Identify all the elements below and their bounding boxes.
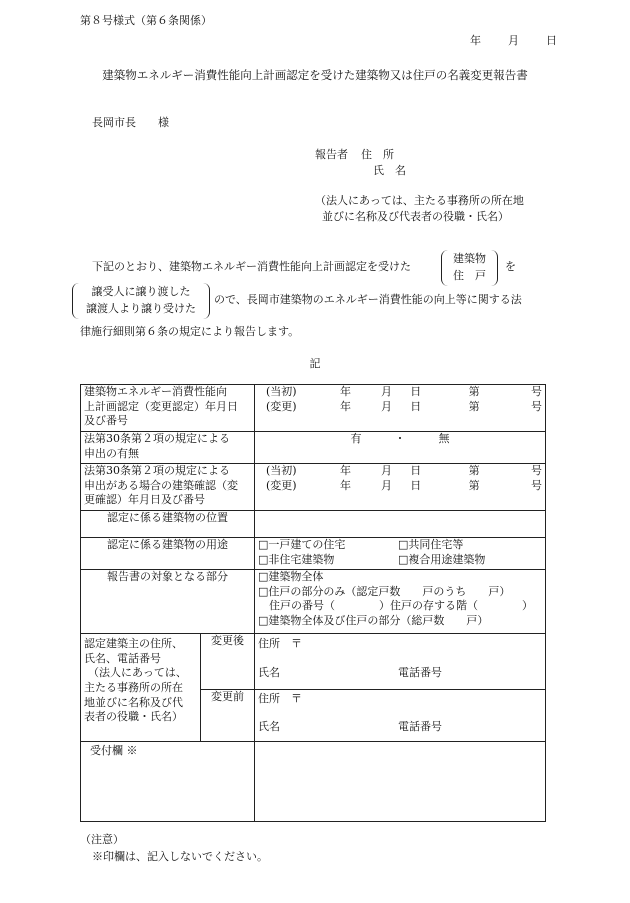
checkbox-apartment[interactable]: □共同住宅等 — [398, 538, 464, 551]
confirmation-date-value[interactable] — [255, 464, 546, 511]
row-cert-date — [81, 385, 546, 432]
cert-date-initial — [258, 385, 542, 400]
date-y: 年 — [340, 399, 352, 413]
row-reception — [81, 742, 546, 822]
date-go: 号 — [531, 478, 543, 492]
date-go: 号 — [531, 399, 543, 413]
confirmation-label-1: 法第30条第２項の規定による — [84, 464, 230, 477]
row-target-part — [81, 570, 546, 634]
date-m: 月 — [380, 478, 392, 492]
row-location — [81, 511, 546, 538]
bracket2-opt2: 譲渡人より譲り受けた — [86, 302, 196, 315]
use-options — [255, 538, 546, 570]
date-no: 第 — [468, 478, 480, 492]
checkbox-mixed-use[interactable]: □複合用途建築物 — [398, 552, 486, 566]
date-month: 月 — [508, 34, 519, 47]
bracket1-opt2: 住 戸 — [453, 269, 486, 282]
date-go: 号 — [531, 464, 543, 477]
ki-heading: 記 — [309, 357, 321, 370]
reception-label-text: 受付欄 ※ — [90, 744, 138, 757]
cert-date-value[interactable] — [255, 385, 546, 432]
date-kind: (変更) — [266, 399, 297, 413]
date-year: 年 — [470, 34, 481, 47]
cert-date-change — [258, 400, 542, 415]
confirmation-initial — [258, 464, 542, 479]
bracket-transfer — [72, 283, 210, 319]
application-label-2: 申出の有無 — [84, 446, 139, 460]
notes-heading: （注意） — [80, 833, 124, 846]
checkbox-non-residential[interactable]: □非住宅建築物 — [258, 552, 335, 566]
application-label — [81, 432, 255, 464]
cert-date-label-3: 及び番号 — [84, 414, 128, 428]
report-form-table — [80, 384, 546, 822]
date-d: 日 — [410, 399, 422, 413]
bracket1-opt1: 建築物 — [453, 252, 486, 265]
date-m: 月 — [380, 464, 392, 477]
unit-number-line: 住戸の番号（ ）住戸の存する階（ ） — [258, 599, 533, 613]
date-y: 年 — [340, 385, 352, 398]
before-label: 変更前 — [201, 690, 255, 742]
date-go: 号 — [531, 385, 543, 398]
reporter-note-2: 並びに名称及び代表者の役職・氏名） — [322, 210, 509, 223]
body-line2: ので、長岡市建築物のエネルギー消費性能の向上等に関する法 — [214, 293, 522, 306]
application-yes-no[interactable]: 有 ・ 無 — [255, 432, 546, 464]
checkbox-whole-and-units[interactable]: □建築物全体及び住戸の部分（総戸数 戸） — [258, 613, 489, 627]
page-title: 建築物エネルギー消費性能向上計画認定を受けた建築物又は住戸の名義変更報告書 — [102, 68, 528, 82]
date-d: 日 — [410, 478, 422, 492]
reporter-address-label: 住 所 — [361, 148, 394, 161]
after-label: 変更後 — [201, 634, 255, 690]
after-address-label: 住所 〒 — [258, 637, 302, 650]
date-no: 第 — [468, 464, 480, 477]
body-line3: 律施行細則第６条の規定により報告します。 — [80, 325, 300, 338]
notes-line1: ※印欄は、記入しないでください。 — [92, 850, 268, 863]
row-application — [81, 432, 546, 464]
after-tel-label: 電話番号 — [398, 665, 442, 679]
confirmation-label — [81, 464, 255, 511]
owner-label-5: 地並びに名称及び代 — [84, 695, 183, 709]
cert-date-label-1: 建築物エネルギー消費性能向 — [84, 385, 227, 398]
date-kind: (当初) — [266, 385, 297, 398]
reporter-label: 報告者 — [315, 148, 348, 161]
owner-label — [81, 634, 201, 742]
before-tel-label: 電話番号 — [398, 719, 442, 733]
date-d: 日 — [410, 385, 422, 398]
reporter-note-1: （法人にあっては、主たる事務所の所在地 — [315, 194, 524, 207]
confirmation-label-3: 更確認）年月日及び番号 — [84, 493, 205, 507]
bracket-building-unit — [441, 250, 498, 286]
before-address-label: 住所 〒 — [258, 692, 302, 705]
checkbox-detached-house[interactable]: □一戸建ての住宅 — [258, 538, 346, 551]
target-part-label: 報告書の対象となる部分 — [81, 570, 255, 634]
confirmation-change — [258, 479, 542, 494]
checkbox-units-only[interactable]: □住戸の部分のみ（認定戸数 戸のうち 戸） — [258, 584, 511, 598]
form-number: 第８号様式（第６条関係） — [80, 14, 212, 27]
location-value[interactable] — [255, 511, 546, 538]
owner-before-value[interactable] — [255, 690, 546, 742]
after-name-label: 氏名 — [258, 665, 280, 679]
application-label-1: 法第30条第２項の規定による — [84, 432, 230, 445]
target-part-options — [255, 570, 546, 634]
reception-label — [81, 742, 255, 822]
cert-date-label-2: 上計画認定（変更認定）年月日 — [84, 399, 238, 413]
bracket2-opt1: 譲受人に譲り渡した — [91, 285, 191, 298]
reporter-name-label: 氏 名 — [373, 164, 406, 177]
owner-label-6: 表者の役職・氏名） — [84, 710, 183, 724]
date-day: 日 — [546, 34, 557, 47]
before-name-label: 氏名 — [258, 719, 280, 733]
confirmation-label-2: 申出がある場合の建築確認（変 — [84, 478, 238, 492]
reception-value — [255, 742, 546, 822]
row-confirmation-date — [81, 464, 546, 511]
checkbox-whole-building[interactable]: □建築物全体 — [258, 570, 324, 583]
date-y: 年 — [340, 478, 352, 492]
date-d: 日 — [410, 464, 422, 477]
location-label: 認定に係る建築物の位置 — [81, 511, 255, 538]
cert-date-label — [81, 385, 255, 432]
date-no: 第 — [468, 399, 480, 413]
date-kind: (当初) — [266, 464, 297, 477]
date-no: 第 — [468, 385, 480, 398]
date-m: 月 — [380, 399, 392, 413]
owner-label-4: 主たる事務所の所在 — [84, 680, 183, 694]
row-owner-after — [81, 634, 546, 690]
date-m: 月 — [380, 385, 392, 398]
owner-label-2: 氏名、電話番号 — [84, 651, 161, 665]
date-line — [470, 34, 557, 49]
date-kind: (変更) — [266, 478, 297, 492]
owner-label-1: 認定建築主の住所、 — [84, 637, 183, 650]
row-use — [81, 538, 546, 570]
addressee: 長岡市長 様 — [92, 116, 169, 129]
date-y: 年 — [340, 464, 352, 477]
owner-label-3: （法人にあっては、 — [88, 666, 187, 680]
owner-after-value[interactable] — [255, 634, 546, 690]
body-line1-pre: 下記のとおり、建築物エネルギー消費性能向上計画認定を受けた — [92, 260, 411, 273]
body-line1-post: を — [505, 260, 516, 273]
use-label: 認定に係る建築物の用途 — [81, 538, 255, 570]
